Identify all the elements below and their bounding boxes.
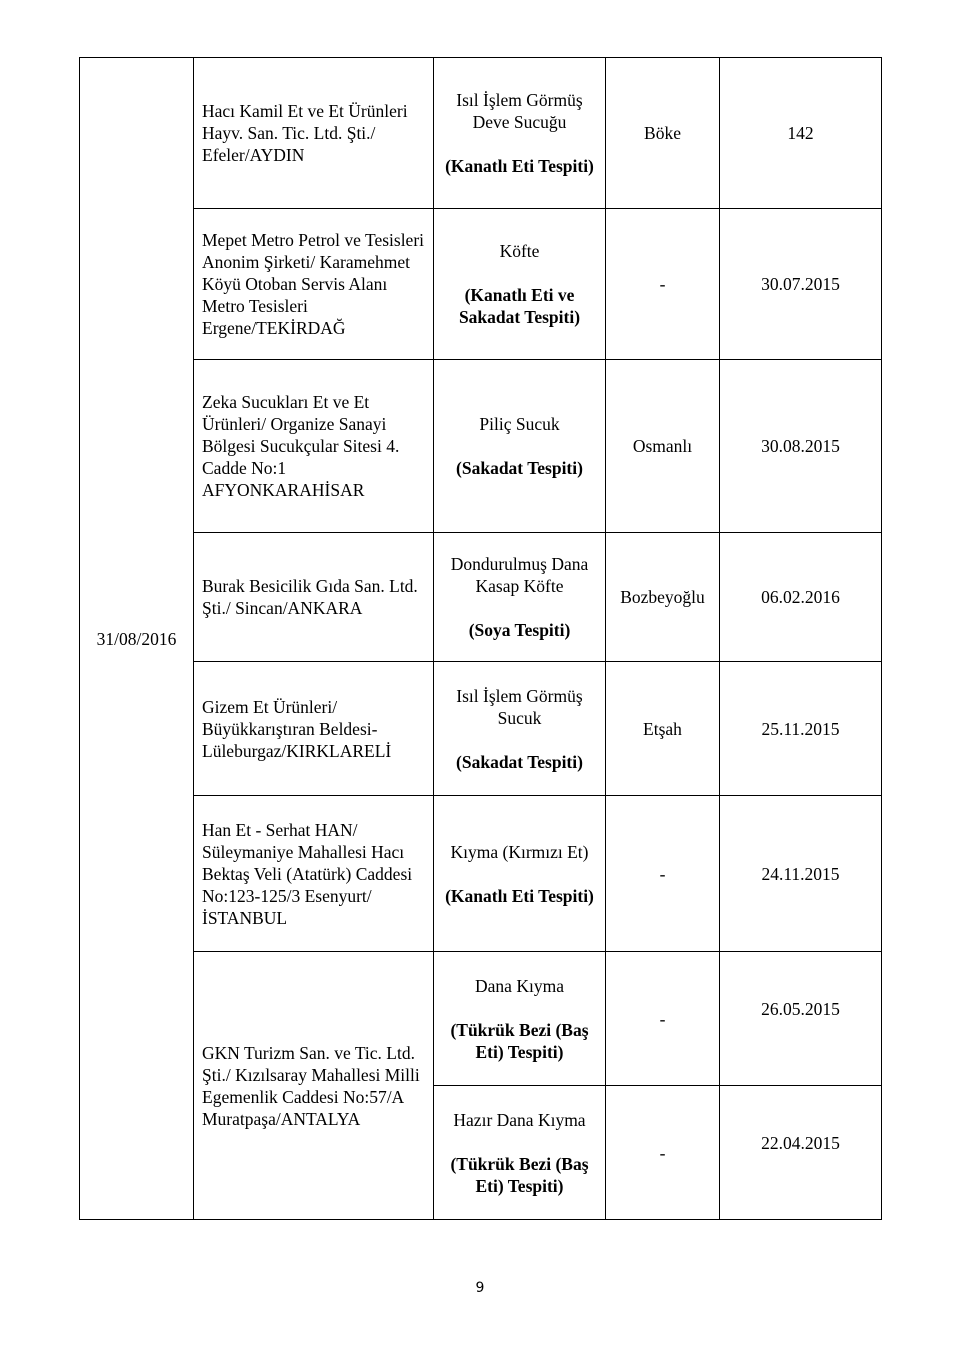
finding: (Tükrük Bezi (Baş Eti) Tespiti) [450, 1019, 589, 1062]
firm-cell: GKN Turizm San. ve Tic. Ltd. Şti./ Kızılsaray Mahallesi Milli Egemenlik Caddesi No:57/A Muratpaşa/ANTALYA [194, 952, 434, 1220]
product-name: Isıl İşlem Görmüş Sucuk [456, 685, 583, 728]
lot-cell: 25.11.2015 [720, 662, 882, 796]
product-name: Dondurulmuş Dana Kasap Köfte [450, 554, 589, 596]
finding: (Tükrük Bezi (Baş Eti) Tespiti) [450, 1153, 589, 1196]
table-row [80, 662, 882, 796]
brand-cell: - [606, 209, 720, 360]
table-row [80, 360, 882, 533]
lot-cell: 142 [720, 58, 882, 209]
results-table [79, 57, 882, 1220]
lot-cell: 06.02.2016 [720, 533, 882, 662]
product-name: Isıl İşlem Görmüş Deve Sucuğu [456, 90, 583, 132]
brand-cell: Etşah [606, 662, 720, 796]
finding: (Kanatlı Eti Tespiti) [445, 156, 594, 176]
table-row [80, 533, 882, 662]
firm-cell: Zeka Sucukları Et ve Et Ürünleri/ Organize Sanayi Bölgesi Sucukçular Sitesi 4. Cadde No:1 AFYONKARAHİSAR [194, 360, 434, 533]
finding: (Sakadat Tespiti) [456, 458, 583, 478]
brand-cell: Bozbeyoğlu [606, 533, 720, 662]
product-cell [434, 796, 606, 952]
page-number: 9 [475, 1280, 485, 1296]
product-name: Kıyma (Kırmızı Et) [450, 841, 589, 862]
product-name: Dana Kıyma [475, 975, 564, 996]
lot-cell: 26.05.2015 [720, 952, 882, 1086]
inspection-date: 31/08/2016 [80, 58, 194, 1220]
firm-cell: Hacı Kamil Et ve Et Ürünleri Hayv. San. Tic. Ltd. Şti./ Efeler/AYDIN [194, 58, 434, 209]
firm-cell: Mepet Metro Petrol ve Tesisleri Anonim Şirketi/ Karamehmet Köyü Otoban Servis Alanı Metro Tesisleri Ergene/TEKİRDAĞ [194, 209, 434, 360]
firm-cell: Burak Besicilik Gıda San. Ltd. Şti./ Sincan/ANKARA [194, 533, 434, 662]
product-cell [434, 533, 606, 662]
table-row [80, 58, 882, 209]
product-name: Piliç Sucuk [479, 414, 560, 434]
product-cell [434, 360, 606, 533]
lot-cell: 30.08.2015 [720, 360, 882, 533]
brand-cell: - [606, 1086, 720, 1220]
firm-cell: Han Et - Serhat HAN/ Süleymaniye Mahallesi Hacı Bektaş Veli (Atatürk) Caddesi No:123-125/3 Esenyurt/İSTANBUL [194, 796, 434, 952]
product-cell [434, 1086, 606, 1220]
finding: (Kanatlı Eti Tespiti) [445, 885, 594, 906]
table-row [80, 209, 882, 360]
brand-cell: - [606, 796, 720, 952]
lot-cell: 24.11.2015 [720, 796, 882, 952]
product-cell [434, 662, 606, 796]
brand-cell: - [606, 952, 720, 1086]
finding: (Kanatlı Eti ve Sakadat Tespiti) [458, 285, 581, 327]
lot-cell: 30.07.2015 [720, 209, 882, 360]
brand-cell: Böke [606, 58, 720, 209]
product-cell [434, 952, 606, 1086]
product-name: Hazır Dana Kıyma [453, 1109, 586, 1130]
product-name: Köfte [499, 241, 540, 261]
firm-cell: Gizem Et Ürünleri/ Büyükkarıştıran Beldesi- Lüleburgaz/KIRKLARELİ [194, 662, 434, 796]
lot-cell: 22.04.2015 [720, 1086, 882, 1220]
table-row [80, 796, 882, 952]
finding: (Sakadat Tespiti) [456, 751, 583, 772]
finding: (Soya Tespiti) [468, 620, 571, 640]
brand-cell: Osmanlı [606, 360, 720, 533]
product-cell [434, 209, 606, 360]
table-row [80, 952, 882, 1086]
product-cell [434, 58, 606, 209]
